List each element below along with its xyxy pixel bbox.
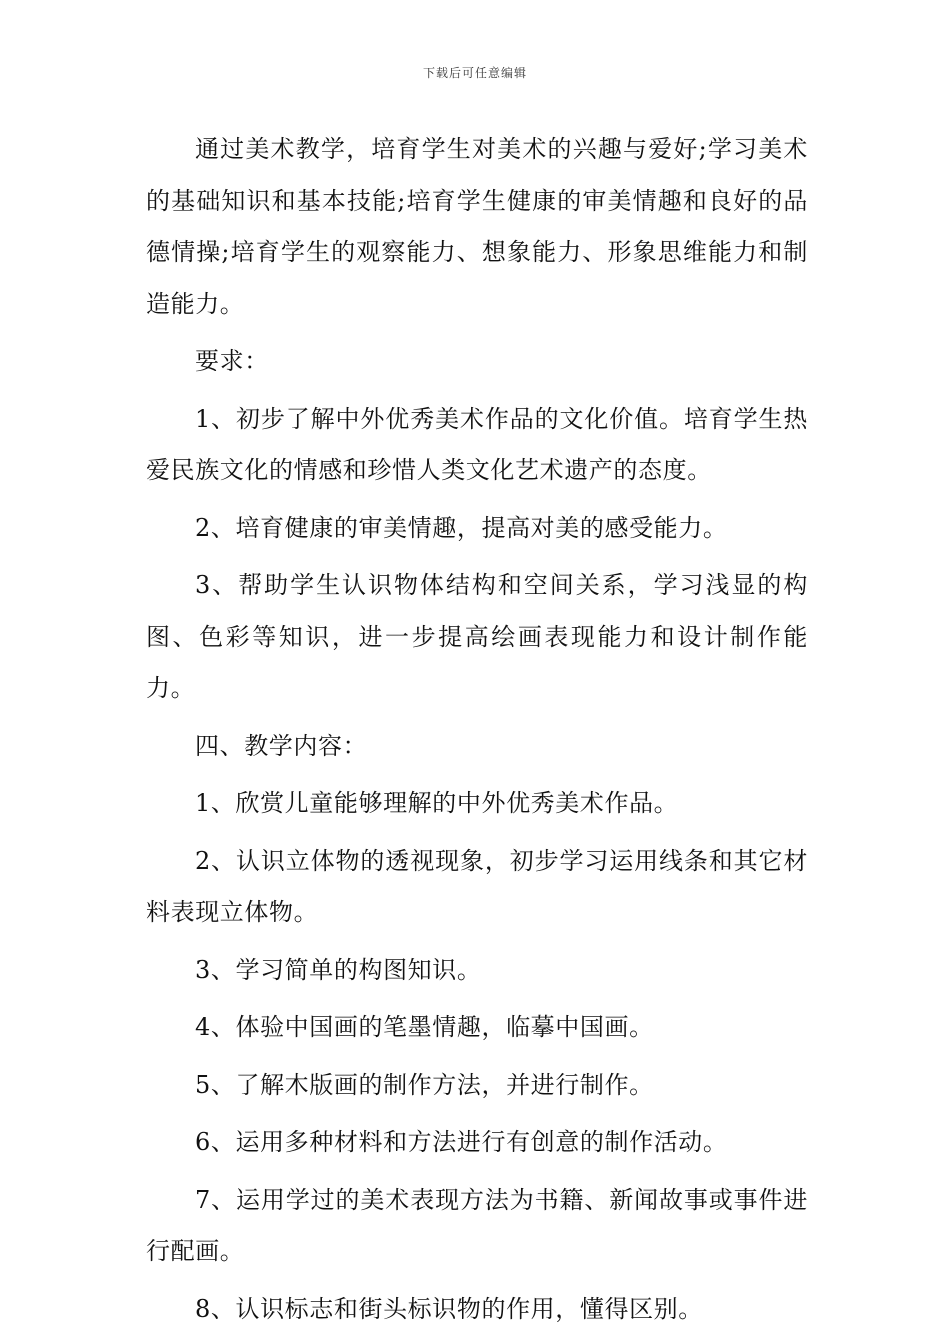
- paragraph-content-3: 3、学习简单的构图知识。: [195, 955, 482, 984]
- paragraph-content-5: 5、了解木版画的制作方法，并进行制作。: [195, 1070, 654, 1099]
- paragraph-content-1: 1、欣赏儿童能够理解的中外优秀美术作品。: [195, 789, 679, 817]
- paragraph-objectives: 通过美术教学，培育学生对美术的兴趣与爱好;学习美术的基础知识和基本技能;培育学生健康的审美情趣和良好的品德情操;培育学生的观察能力、想象能力、形象思维能力和制造能力。: [146, 135, 808, 318]
- paragraph-content-2: 2、认识立体物的透视现象，初步学习运用线条和其它材料表现立体物。: [146, 846, 808, 926]
- paragraph-content-6: 6、运用多种材料和方法进行有创意的制作活动。: [195, 1128, 728, 1156]
- paragraph-requirement-3: 3、帮助学生认识物体结构和空间关系，学习浅显的构图、色彩等知识，进一步提高绘画表现能力和设计制作能力。: [146, 571, 808, 702]
- paragraph-requirement-1: 1、初步了解中外优秀美术作品的文化价值。培育学生热爱民族文化的情感和珍惜人类文化艺术遗产的态度。: [146, 404, 808, 484]
- paragraph-content-4: 4、体验中国画的笔墨情趣，临摹中国画。: [195, 1013, 654, 1041]
- paragraph-requirement-2: 2、培育健康的审美情趣，提高对美的感受能力。: [195, 513, 728, 542]
- paragraph-requirements-heading: 要求：: [195, 347, 269, 375]
- document-body: [146, 124, 808, 1341]
- paragraph-content-8: 8、认识标志和街头标识物的作用，懂得区别。: [195, 1294, 703, 1323]
- paragraph-content-7: 7、运用学过的美术表现方法为书籍、新闻故事或事件进行配画。: [146, 1185, 808, 1265]
- paragraph-content-heading: 四、教学内容：: [195, 731, 368, 760]
- header-note: 下载后可任意编辑: [422, 66, 527, 80]
